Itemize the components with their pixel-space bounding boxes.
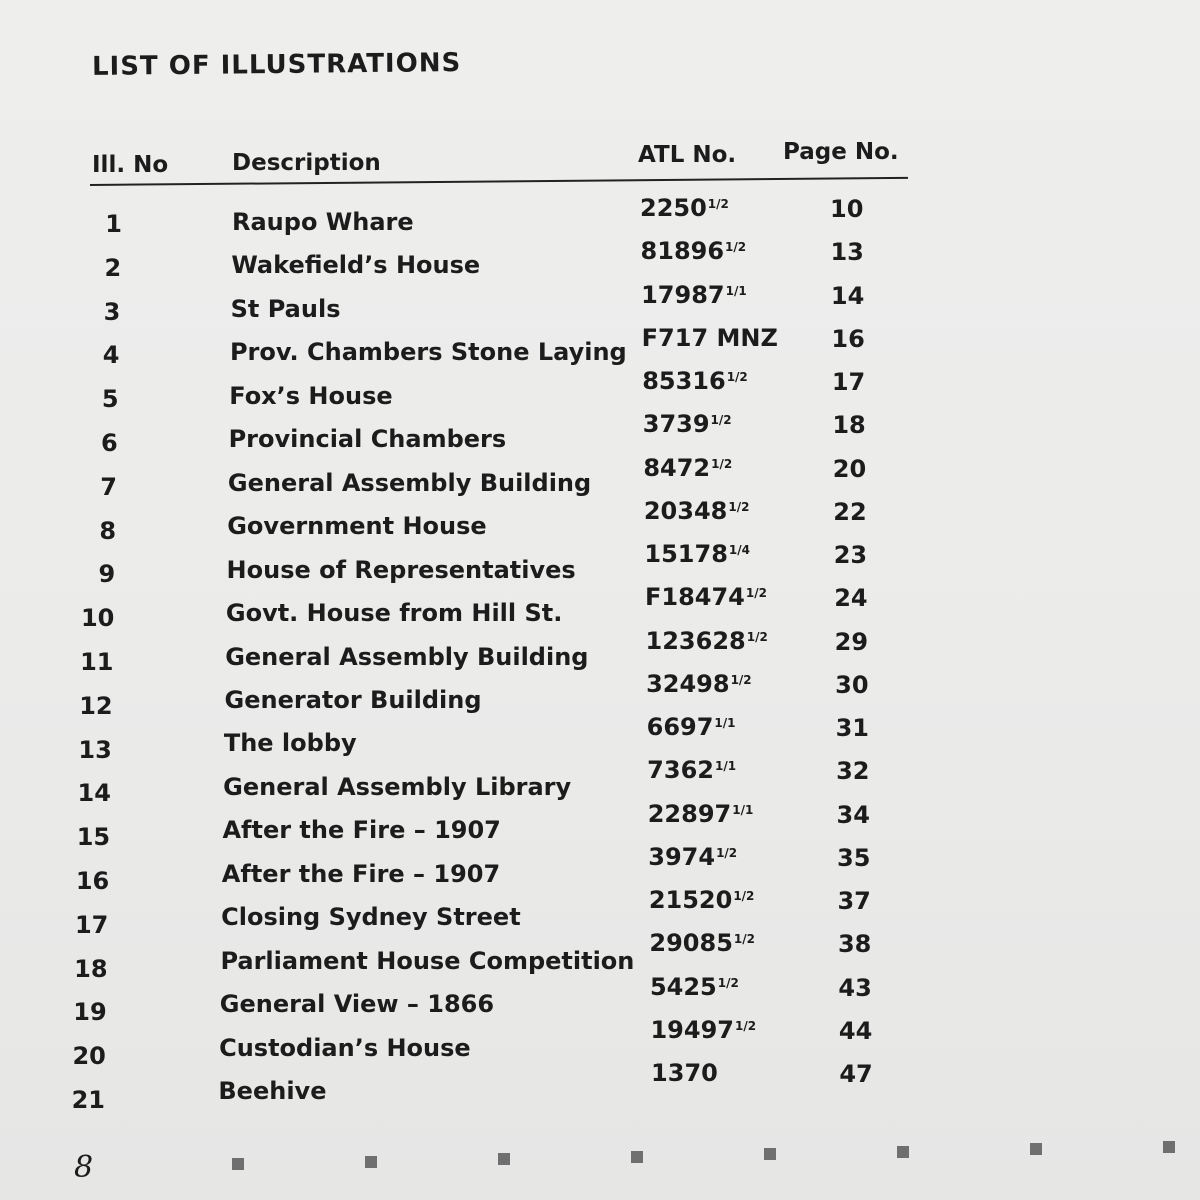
page-number: 8 (74, 1150, 94, 1185)
atl-number: F717 MNZ (641, 323, 778, 352)
atl-number: 19497 (650, 1015, 734, 1044)
table-row (0, 410, 1200, 460)
atl-number: 21520 (648, 886, 733, 914)
page-no: 17 (831, 368, 866, 396)
description: Wakefield’s House (231, 251, 481, 280)
ill-no: 10 (80, 604, 115, 633)
ill-no: 6 (101, 429, 118, 457)
table-row (0, 1015, 1200, 1071)
ill-no: 9 (98, 560, 116, 589)
atl-fraction: 1/1 (725, 283, 747, 298)
atl-no (648, 800, 754, 828)
atl-no (643, 454, 732, 482)
atl-fraction: 1/2 (745, 586, 767, 601)
description: Fox’s House (229, 381, 393, 410)
atl-fraction: 1/2 (733, 932, 755, 947)
description: Provincial Chambers (228, 425, 507, 454)
atl-no (641, 281, 747, 309)
ornament-square (498, 1153, 510, 1165)
header-ill-no: Ill. No (92, 152, 169, 178)
atl-fraction: 1/4 (728, 543, 750, 557)
atl-fraction: 1/2 (726, 370, 748, 384)
page-no: 34 (836, 800, 870, 829)
atl-no (648, 843, 737, 871)
table-row (0, 453, 1200, 504)
atl-no (645, 583, 767, 611)
header-rule (90, 177, 908, 186)
page-no: 35 (837, 843, 871, 872)
atl-fraction: 1/1 (732, 802, 754, 817)
page-no: 24 (834, 584, 868, 613)
table-row (0, 496, 1200, 547)
ill-no: 21 (71, 1086, 105, 1114)
atl-no (640, 194, 729, 222)
page-no: 18 (832, 411, 866, 440)
atl-no (644, 540, 750, 568)
page-no: 30 (835, 670, 869, 699)
ill-no: 4 (102, 341, 120, 370)
atl-no (646, 627, 768, 655)
header-page-no: Page No. (783, 139, 899, 165)
ill-no: 12 (79, 691, 113, 720)
atl-fraction: 1/2 (716, 845, 738, 860)
table-row (0, 237, 1200, 286)
table-row (0, 367, 1200, 416)
atl-number: 22897 (647, 799, 732, 828)
description: General Assembly Building (225, 642, 589, 671)
ill-no: 20 (72, 1042, 106, 1071)
ill-no: 16 (75, 867, 110, 895)
ill-no: 18 (74, 954, 108, 983)
atl-no (649, 929, 755, 957)
atl-number: F18474 (644, 583, 745, 612)
description: Generator Building (224, 685, 482, 714)
page-no: 32 (836, 757, 870, 786)
page-no: 16 (831, 324, 865, 353)
ill-no: 2 (104, 253, 122, 282)
ill-no: 15 (76, 823, 111, 852)
atl-no (651, 1059, 718, 1087)
atl-number: 123628 (645, 626, 746, 655)
description: Closing Sydney Street (221, 903, 521, 932)
page-no: 43 (838, 973, 872, 1002)
page-no: 29 (834, 627, 869, 656)
atl-number: 29085 (649, 929, 733, 958)
table-row (0, 669, 1200, 722)
table-row (0, 540, 1200, 591)
description: Govt. House from Hill St. (225, 599, 563, 628)
ill-no: 13 (78, 735, 112, 764)
atl-no (650, 973, 739, 1001)
ill-no: 19 (73, 998, 107, 1027)
atl-number: 81896 (640, 237, 725, 266)
description: General Assembly Library (223, 772, 572, 801)
atl-fraction: 1/2 (746, 629, 768, 644)
description: Prov. Chambers Stone Laying (229, 338, 627, 367)
atl-number: 17987 (641, 280, 725, 309)
atl-no (647, 756, 736, 784)
table-row (0, 799, 1200, 852)
table-row (0, 194, 1200, 242)
ornament-square (1030, 1143, 1042, 1155)
ill-no: 14 (77, 779, 111, 808)
page-no: 44 (838, 1016, 873, 1045)
ornament-square (764, 1148, 776, 1160)
ornament-square (232, 1158, 244, 1170)
table-row (0, 1059, 1200, 1114)
atl-no (644, 497, 750, 525)
table-row (0, 583, 1200, 634)
atl-no (642, 367, 748, 395)
page-no: 31 (835, 714, 870, 742)
ill-no: 17 (74, 910, 109, 939)
header-atl-no: ATL No. (638, 142, 737, 168)
atl-number: 3739 (642, 410, 710, 439)
atl-number: 3974 (648, 842, 716, 871)
description: After the Fire – 1907 (221, 859, 501, 888)
atl-fraction: 1/2 (707, 197, 729, 211)
table-row (0, 626, 1200, 678)
ill-no: 1 (105, 210, 122, 238)
description: Government House (227, 512, 487, 541)
description: House of Representatives (226, 555, 576, 584)
atl-number: 7362 (647, 756, 714, 785)
atl-no (646, 670, 752, 698)
ornament-square (897, 1146, 909, 1158)
atl-number: 20348 (643, 496, 728, 525)
ill-no: 11 (80, 648, 114, 676)
ornament-square (631, 1151, 643, 1163)
atl-fraction: 1/2 (733, 889, 755, 903)
atl-fraction: 1/2 (711, 456, 733, 471)
atl-fraction: 1/1 (714, 759, 737, 774)
atl-number: 2250 (640, 194, 707, 222)
description: General Assembly Building (227, 468, 592, 497)
page-no: 37 (837, 887, 871, 915)
atl-number: 6697 (646, 713, 714, 741)
page-no: 14 (830, 281, 865, 310)
description: Beehive (218, 1077, 327, 1105)
ill-no: 7 (100, 472, 117, 501)
page-no: 23 (833, 541, 868, 569)
atl-fraction: 1/2 (717, 975, 739, 990)
table-row (0, 929, 1200, 983)
header-description: Description (232, 150, 381, 176)
atl-fraction: 1/2 (730, 672, 752, 687)
atl-number: 5425 (649, 972, 717, 1001)
page-title: LIST OF ILLUSTRATIONS (91, 48, 462, 82)
atl-number: 8472 (643, 453, 711, 482)
page-no: 38 (837, 930, 872, 959)
ill-no: 3 (103, 297, 121, 326)
table-row (0, 713, 1200, 765)
atl-no (649, 886, 755, 914)
description: The lobby (223, 729, 357, 758)
atl-number: 1370 (651, 1059, 718, 1087)
atl-no (641, 237, 747, 265)
atl-fraction: 1/2 (725, 240, 747, 255)
page-no: 20 (832, 454, 867, 483)
page-no: 22 (833, 497, 867, 526)
atl-number: 15178 (644, 540, 728, 568)
atl-fraction: 1/1 (714, 716, 736, 730)
ornament-square (365, 1156, 377, 1168)
table-row (0, 842, 1200, 896)
table-row (0, 323, 1200, 373)
atl-fraction: 1/2 (728, 499, 750, 514)
page-no: 10 (830, 195, 864, 223)
description: After the Fire – 1907 (222, 816, 501, 845)
page-no: 47 (839, 1060, 873, 1088)
ill-no: 5 (101, 385, 119, 414)
atl-number: 85316 (642, 367, 726, 395)
ill-no: 8 (99, 516, 117, 545)
atl-fraction: 1/2 (734, 1018, 757, 1033)
table-row (0, 972, 1200, 1027)
atl-no (650, 1016, 756, 1044)
description: St Pauls (230, 294, 341, 323)
atl-no (647, 713, 736, 741)
atl-no (643, 410, 732, 438)
table-row (0, 756, 1200, 809)
description: General View – 1866 (219, 990, 495, 1019)
atl-number: 32498 (646, 669, 730, 698)
ornament-square (1163, 1141, 1175, 1153)
description: Parliament House Competition (220, 946, 635, 975)
description: Raupo Whare (232, 208, 414, 236)
page-no: 13 (830, 238, 864, 267)
atl-no (642, 324, 778, 352)
table-row (0, 280, 1200, 329)
table-row (0, 886, 1200, 940)
description: Custodian’s House (219, 1033, 471, 1062)
atl-fraction: 1/2 (710, 413, 732, 428)
